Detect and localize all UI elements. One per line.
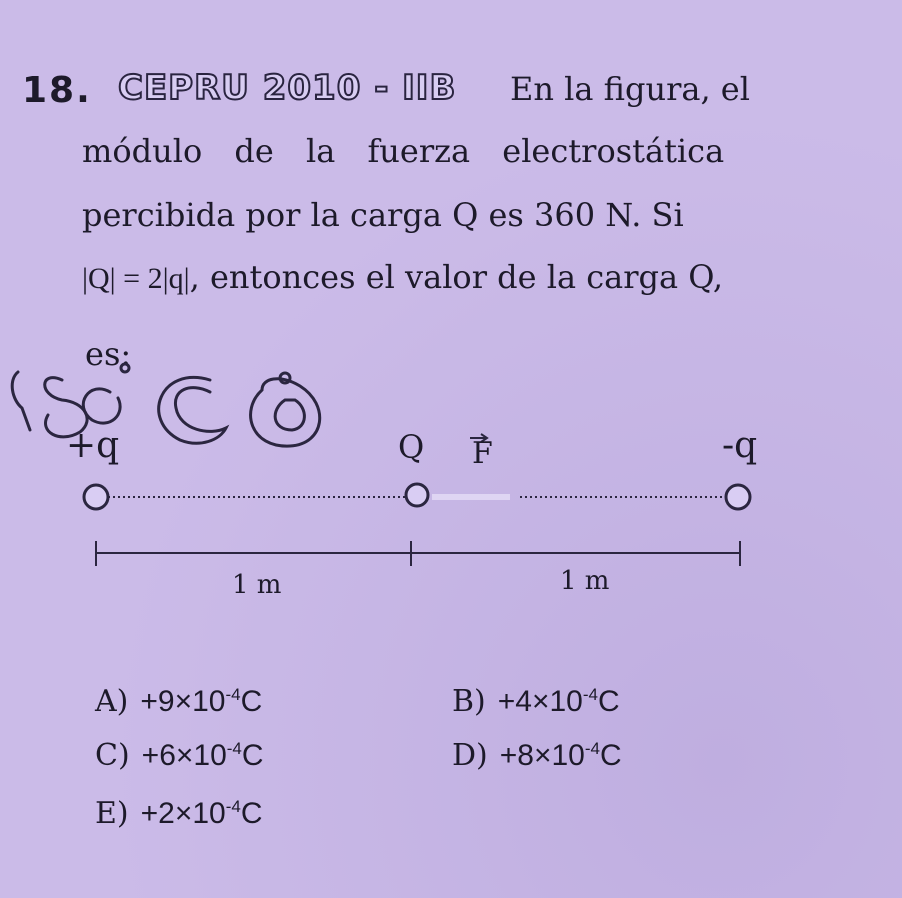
option-letter: D) [452, 738, 488, 773]
middle-charge-label: Q [398, 428, 425, 466]
option-value: $+4\times 10^{-4}C$ [497, 685, 620, 718]
right-charge-circle [726, 485, 750, 509]
problem-number: 18. [22, 70, 92, 111]
left-charge-label: +q [66, 425, 120, 466]
option-letter: A) [95, 684, 129, 719]
option-c[interactable] [95, 738, 264, 773]
option-letter: E) [95, 796, 129, 831]
handwritten-scribble [12, 364, 319, 446]
option-value: $+8\times 10^{-4}C$ [499, 739, 622, 772]
option-d[interactable] [452, 738, 622, 773]
middle-charge-circle [406, 484, 428, 506]
statement-line-1: En la figura, el [510, 70, 750, 108]
statement-line-5: es: [85, 335, 132, 373]
option-value: $+2\times 10^{-4}C$ [140, 797, 263, 830]
right-charge-label: -q [722, 425, 758, 466]
option-e[interactable] [95, 796, 263, 831]
problem-source: CEPRU 2010 - IIB [118, 68, 457, 108]
force-label: F [472, 436, 493, 471]
option-b[interactable] [452, 684, 620, 719]
left-charge-circle [84, 485, 108, 509]
statement-line-4-rest: , entonces el valor de la carga Q, [189, 258, 724, 296]
statement-line-3: percibida por la carga Q es 360 N. Si [82, 196, 684, 234]
distance-left-label: 1 m [232, 570, 282, 600]
distance-right-label: 1 m [560, 566, 610, 596]
option-a[interactable] [95, 684, 262, 719]
option-value: $+9\times 10^{-4}C$ [140, 685, 263, 718]
option-letter: C) [95, 738, 130, 773]
option-value: $+6\times 10^{-4}C$ [141, 739, 264, 772]
statement-line-2: módulo de la fuerza electrostática [82, 132, 725, 170]
absolute-value-equation: |Q| = 2|q| [82, 262, 190, 295]
option-letter: B) [452, 684, 486, 719]
